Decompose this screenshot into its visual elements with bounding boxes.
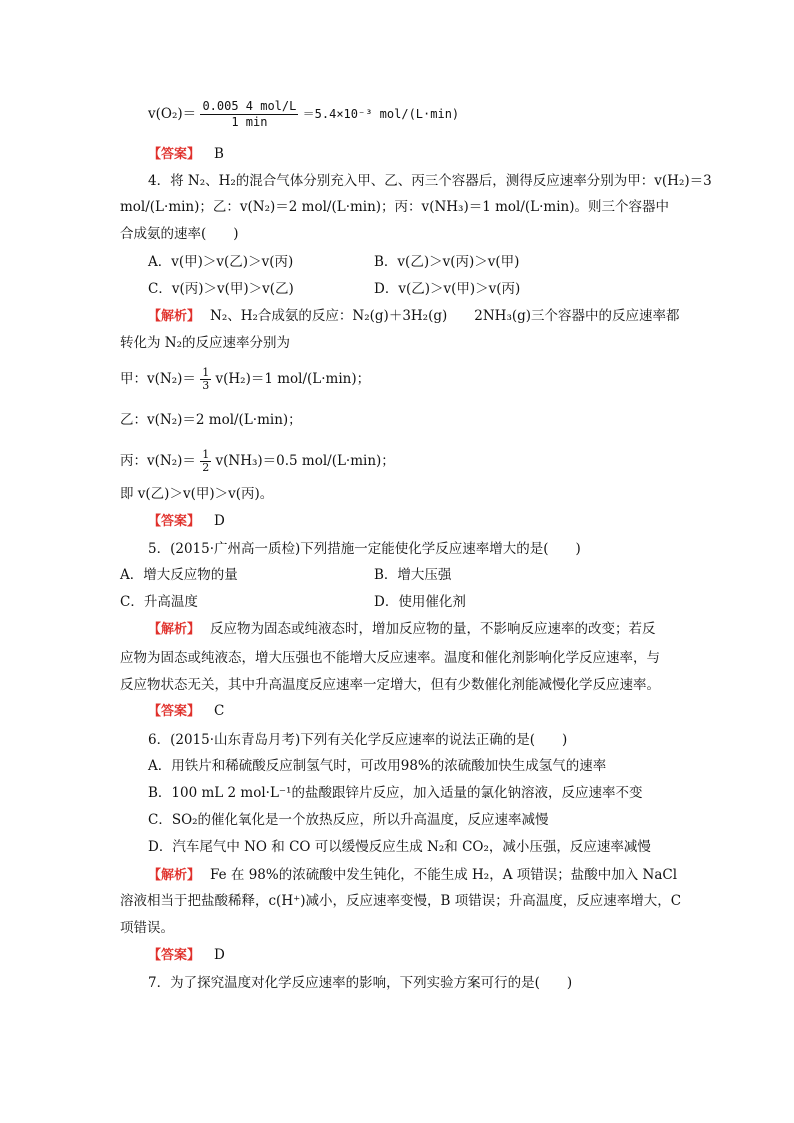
q5-answer-line: 【答案】 C	[148, 703, 225, 719]
rate-formula-o2: v(O₂)＝ $\frac{\text{0.005 4 mol/L}}{1 \min}$ ＝5.4×10⁻³ mol/(L·min)	[148, 99, 460, 129]
q5-stem: 5．(2015·广州高一质检)下列措施一定能使化学反应速率增大的是( )	[148, 541, 581, 557]
q4-analysis-line-1: 【解析】 N₂、H₂合成氨的反应：N₂(g)＋3H₂(g) 2NH₃(g)三个容器中的反应速率都	[148, 308, 680, 324]
q6-answer-line: 【答案】 D	[148, 947, 225, 963]
rate-fraction: $\frac{\text{0.005 4 mol/L}}{1 \min}$	[202, 99, 297, 129]
answer-tag: 【答案】	[148, 514, 201, 529]
fraction-one-half: $\frac{1}{2}$	[202, 448, 210, 474]
q4-conclusion: 即 v(乙)＞v(甲)＞v(丙)。	[120, 486, 274, 502]
q5-analysis-line-1: 【解析】 反应物为固态或纯液态时，增加反应物的量，不影响反应速率的改变；若反	[148, 621, 656, 637]
q6-option-d: D．汽车尾气中 NO 和 CO 可以缓慢反应生成 N₂和 CO₂，减小压强，反应速率减慢	[148, 839, 651, 855]
q5-analysis-line-2: 应物为固态或纯液态，增大压强也不能增大反应速率。温度和催化剂影响化学反应速率，与	[120, 650, 660, 666]
q5-option-c: C．升高温度	[120, 594, 198, 610]
q4-rate-bing: 丙：v(N₂)＝ $\frac{1}{2}$ v(NH₃)＝0.5 mol/(L·min)；	[120, 448, 395, 474]
analysis-tag: 【解析】	[148, 868, 201, 883]
q4-option-d: D．v(乙)＞v(甲)＞v(丙)	[374, 281, 521, 297]
q4-stem-line-2: mol/(L·min)；乙：v(N₂)＝2 mol/(L·min)；丙：v(NH₃)＝1 mol/(L·min)。则三个容器中	[120, 199, 669, 215]
answer-tag: 【答案】	[148, 704, 201, 719]
q5-option-d: D．使用催化剂	[374, 594, 466, 610]
q4-option-b: B．v(乙)＞v(丙)＞v(甲)	[374, 254, 520, 270]
answer-tag: 【答案】	[148, 147, 201, 162]
q6-stem: 6．(2015·山东青岛月考)下列有关化学反应速率的说法正确的是( )	[148, 732, 568, 748]
q4-answer-line: 【答案】 D	[148, 513, 225, 529]
q7-stem: 7．为了探究温度对化学反应速率的影响，下列实验方案可行的是( )	[148, 975, 573, 991]
q6-option-c: C．SO₂的催化氧化是一个放热反应，所以升高温度，反应速率减慢	[148, 812, 549, 828]
q4-option-c: C．v(丙)＞v(甲)＞v(乙)	[148, 281, 294, 297]
q4-analysis-line-2: 转化为 N₂的反应速率分别为	[120, 335, 291, 351]
answer-tag: 【答案】	[148, 948, 201, 963]
q6-analysis-line-1: 【解析】 Fe 在 98%的浓硫酸中发生钝化，不能生成 H₂，A 项错误；盐酸中加入 NaCl	[148, 867, 678, 883]
q5-option-b: B．增大压强	[374, 567, 452, 583]
q6-option-a: A．用铁片和稀硫酸反应制氢气时，可改用98%的浓硫酸加快生成氢气的速率	[148, 758, 607, 774]
q4-rate-jia: 甲：v(N₂)＝ $\frac{1}{3}$ v(H₂)＝1 mol/(L·min)；	[120, 366, 371, 392]
analysis-tag: 【解析】	[148, 622, 201, 637]
q5-analysis-line-3: 反应物状态无关，其中升高温度反应速率一定增大，但有少数催化剂能减慢化学反应速率。	[120, 677, 660, 693]
q3-answer-line: 【答案】 B	[148, 146, 224, 162]
q4-option-a: A．v(甲)＞v(乙)＞v(丙)	[148, 254, 294, 270]
analysis-tag: 【解析】	[148, 309, 201, 324]
fraction-one-third: $\frac{1}{3}$	[202, 366, 210, 392]
q6-analysis-line-3: 项错误。	[120, 920, 174, 936]
q4-rate-yi: 乙：v(N₂)＝2 mol/(L·min)；	[120, 412, 302, 428]
q5-option-a: A．增大反应物的量	[120, 567, 238, 583]
q4-stem-line-3: 合成氨的速率( )	[120, 226, 239, 242]
q6-option-b: B．100 mL 2 mol·L⁻¹的盐酸跟锌片反应，加入适量的氯化钠溶液，反应速率不变	[148, 785, 643, 801]
q6-analysis-line-2: 溶液相当于把盐酸稀释，c(H⁺)减小，反应速率变慢，B 项错误；升高温度，反应速率增大，C	[120, 893, 682, 909]
q4-stem-line-1: 4．将 N₂、H₂的混合气体分别充入甲、乙、丙三个容器后，测得反应速率分别为甲：v(H₂)＝3	[148, 173, 712, 189]
